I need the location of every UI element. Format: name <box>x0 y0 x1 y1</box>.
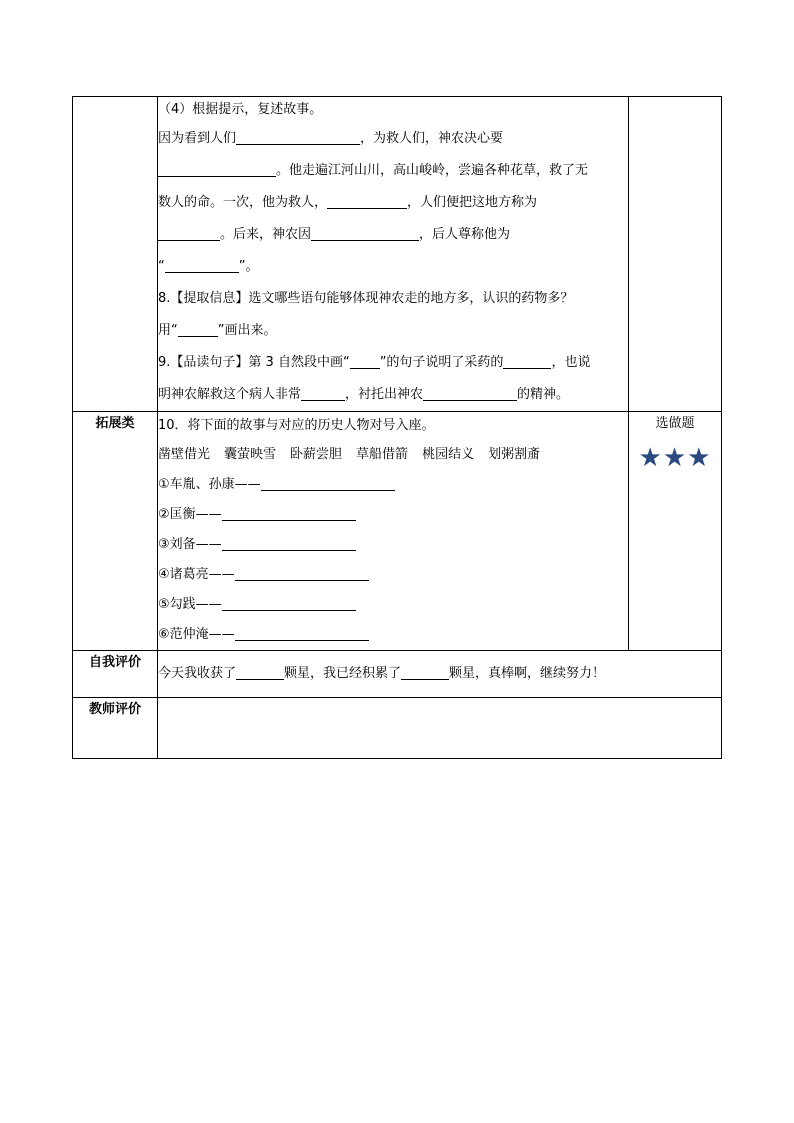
answer-blank[interactable] <box>311 226 419 241</box>
story-item: 囊萤映雪 <box>224 447 277 462</box>
answer-blank[interactable] <box>158 162 276 177</box>
self-eval-content <box>158 651 722 698</box>
extension-star-cell <box>629 412 722 651</box>
reading-section-label-cell <box>73 97 158 412</box>
answer-blank[interactable] <box>503 354 551 369</box>
q9-line-2: 明神农解救这个病人非常 ，衬托出神农 的精神。 <box>158 387 570 402</box>
answer-blank[interactable] <box>327 194 407 209</box>
reading-section-star-cell <box>629 97 722 412</box>
story-item: 卧薪尝胆 <box>290 447 343 462</box>
self-eval-row <box>73 651 722 698</box>
answer-blank[interactable] <box>235 566 369 581</box>
match-line-2: ②匡衡—— <box>158 500 628 530</box>
q10-title: 10．将下面的故事与对应的历史人物对号入座。 <box>158 418 435 433</box>
extension-section-row <box>73 412 722 651</box>
answer-blank[interactable] <box>235 626 369 641</box>
answer-blank[interactable] <box>158 226 220 241</box>
story-item: 草船借箭 <box>356 447 409 462</box>
answer-blank[interactable] <box>178 322 218 337</box>
story-list <box>158 440 628 470</box>
retell-line-3: 数人的命。一次，他为救人， ，人们便把这地方称为 <box>158 195 538 210</box>
answer-blank[interactable] <box>401 665 449 680</box>
self-eval-label: 自我评价 <box>73 651 158 698</box>
q9-line-1: 9.【品读句子】第 3 自然段中画“ ”的句子说明了采药的 ，也说 <box>158 355 591 370</box>
match-line-6: ⑥范仲淹—— <box>158 620 628 650</box>
story-item: 凿壁借光 <box>158 447 211 462</box>
match-line-3: ③刘备—— <box>158 530 628 560</box>
extension-label: 拓展类 <box>73 412 158 651</box>
story-item: 划粥割齑 <box>488 447 541 462</box>
worksheet-table <box>72 96 722 759</box>
retell-line-2: 。他走遍江河山川，高山峻岭，尝遍各种花草，救了无 <box>158 155 628 187</box>
reading-section-content <box>158 97 629 412</box>
star-rating-icon: ★★★ <box>638 443 712 473</box>
teacher-eval-label: 教师评价 <box>73 698 158 759</box>
q8-line-2: 用“ ”画出来。 <box>158 323 277 338</box>
retell-line-5: “ ”。 <box>158 259 259 274</box>
self-eval-text: 今天我收获了 颗星，我已经积累了 颗星，真棒啊，继续努力！ <box>158 666 606 681</box>
answer-blank[interactable] <box>222 536 356 551</box>
match-line-4: ④诸葛亮—— <box>158 560 628 590</box>
answer-blank[interactable] <box>236 130 360 145</box>
answer-blank[interactable] <box>165 258 239 273</box>
answer-blank[interactable] <box>222 506 356 521</box>
optional-label: 选做题 <box>655 416 695 431</box>
answer-blank[interactable] <box>261 476 395 491</box>
extension-content <box>158 412 629 651</box>
teacher-eval-content[interactable] <box>158 698 722 759</box>
q8-line-1: 8.【提取信息】选文哪些语句能够体现神农走的地方多，认识的药物多？ <box>158 291 574 306</box>
match-line-1: ①车胤、孙康—— <box>158 470 628 500</box>
answer-blank[interactable] <box>301 386 345 401</box>
story-item: 桃园结义 <box>422 447 475 462</box>
q4-title: （4）根据提示，复述故事。 <box>158 102 323 117</box>
answer-blank[interactable] <box>350 354 380 369</box>
answer-blank[interactable] <box>236 665 284 680</box>
reading-section-row <box>73 97 722 412</box>
answer-blank[interactable] <box>423 386 517 401</box>
match-line-5: ⑤勾践—— <box>158 590 628 620</box>
answer-blank[interactable] <box>222 596 356 611</box>
retell-line-4: 。后来，神农因 ，后人尊称他为 <box>158 219 628 251</box>
retell-line-1: 因为看到人们 ，为救人们，神农决心要 <box>158 131 504 146</box>
teacher-eval-row <box>73 698 722 759</box>
